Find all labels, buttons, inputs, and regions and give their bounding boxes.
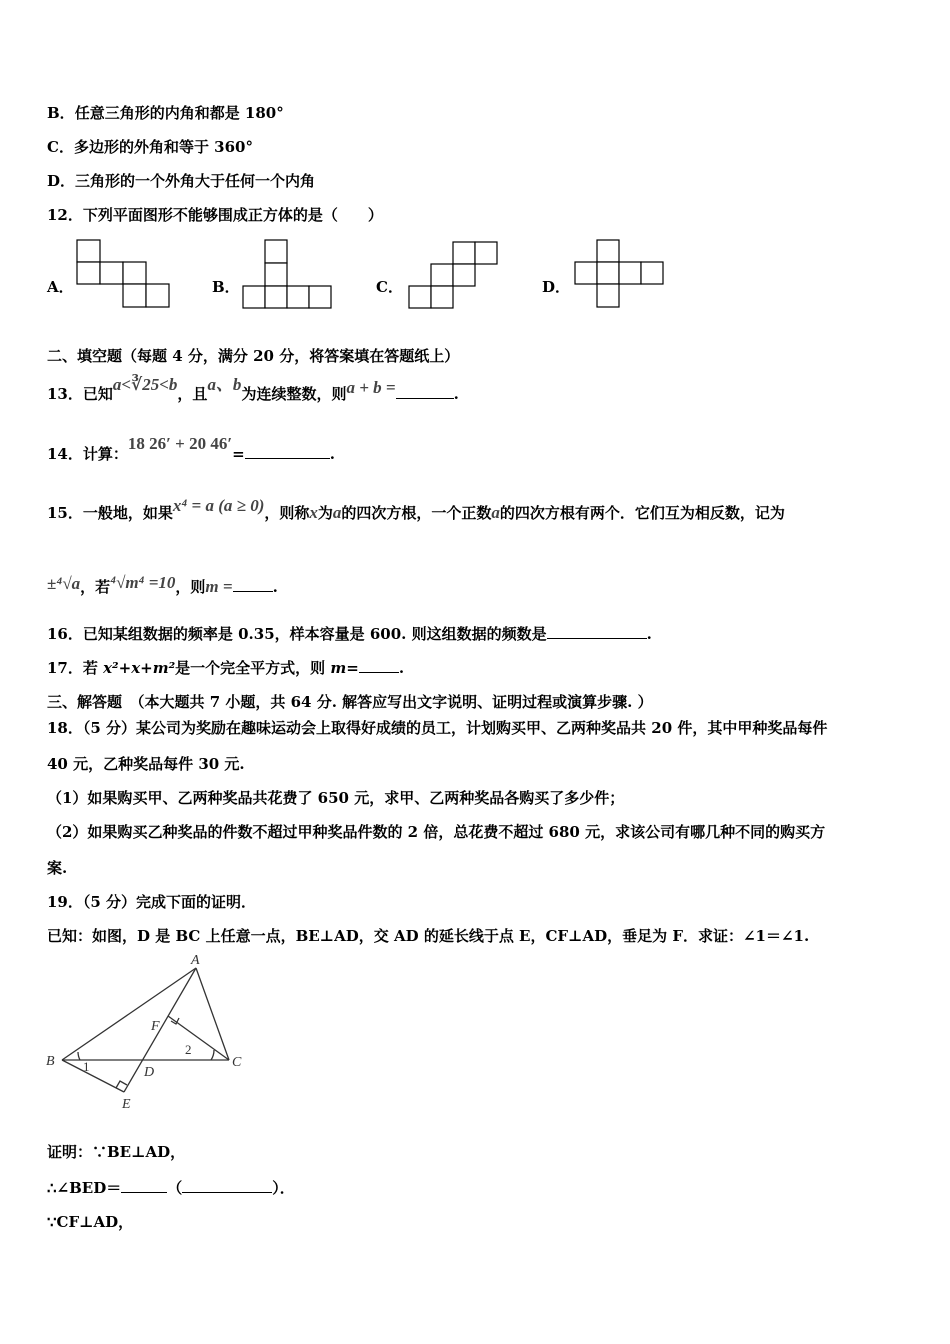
- section-3-title: 三、解答题 （本大题共 7 小题，共 64 分. 解答应写出文字说明、证明过程或演算步骤. ）: [47, 693, 653, 711]
- angle-2-arc: [211, 1050, 214, 1060]
- label-b: B: [46, 1054, 55, 1069]
- net-d: [575, 240, 663, 307]
- segment-ae: [124, 968, 196, 1092]
- right-angle-e: [116, 1081, 127, 1088]
- label-angle-2: 2: [185, 1042, 192, 1057]
- q19-blank-2[interactable]: [182, 1178, 272, 1193]
- q12-option-c-label: C．: [376, 278, 403, 296]
- label-e: E: [122, 1097, 131, 1112]
- q15-answer-blank[interactable]: [233, 577, 273, 592]
- option-b: B．任意三角形的内角和都是 180°: [47, 104, 284, 122]
- segment-ab: [62, 968, 196, 1060]
- segment-be: [62, 1060, 124, 1092]
- net-c: [409, 242, 497, 308]
- option-c: C．多边形的外角和等于 360°: [47, 138, 253, 156]
- label-d: D: [144, 1065, 155, 1080]
- q13-answer-blank[interactable]: [396, 384, 454, 399]
- q14-answer-blank[interactable]: [245, 444, 330, 459]
- q17: 17．若 x²+x+m²是一个完全平方式，则 m= .: [47, 659, 405, 677]
- net-b: [243, 240, 331, 308]
- q19-blank-1[interactable]: [121, 1178, 167, 1193]
- q18-part1: （1）如果购买甲、乙两种奖品共花费了 650 元，求甲、乙两种奖品各购买了多少件；: [47, 789, 625, 807]
- q19-proof-2: ∴∠BED＝ （ ）．: [47, 1179, 295, 1197]
- q18-line2: 40 元，乙种奖品每件 30 元.: [47, 755, 245, 773]
- q14: 14．计算：18 26′ + 20 46′= .: [47, 434, 335, 463]
- cube-nets-figure: [0, 238, 950, 318]
- q19-given: 已知：如图，D 是 BC 上任意一点，BE⊥AD，交 AD 的延长线于点 E，CF⊥AD，垂足为 F．求证：∠1＝∠1.: [47, 927, 810, 945]
- q17-answer-blank[interactable]: [359, 658, 399, 673]
- q16-answer-blank[interactable]: [547, 624, 647, 639]
- q12-option-b-label: B．: [212, 278, 240, 296]
- q16: 16．已知某组数据的频率是 0.35，样本容量是 600. 则这组数据的频数是 .: [47, 625, 652, 643]
- q18-part2-cont: 案.: [47, 859, 68, 877]
- q13: 13．已知a<∛25<b，且a、b为连续整数，则a + b = .: [47, 375, 459, 403]
- section-2-title: 二、填空题（每题 4 分，满分 20 分，将答案填在答题纸上）: [47, 347, 460, 365]
- segment-ac: [196, 968, 229, 1060]
- q12-option-d-label: D．: [542, 278, 571, 296]
- q19-stem: 19．（5 分）完成下面的证明．: [47, 893, 257, 911]
- q15-line1: 15．一般地，如果x⁴ = a (a ≥ 0)，则称x为a的四次方根，一个正数a的四次方根有两个．它们互为相反数，记为: [47, 496, 785, 522]
- q12-option-a-label: A．: [47, 278, 74, 296]
- q15-line2: ±⁴√a，若⁴√m⁴ =10，则m = .: [47, 573, 278, 596]
- label-f: F: [151, 1019, 160, 1034]
- label-a: A: [191, 953, 200, 968]
- label-c: C: [232, 1055, 242, 1070]
- q19-proof-3: ∵CF⊥AD，: [47, 1213, 134, 1231]
- q19-proof-1: 证明：∵BE⊥AD，: [47, 1143, 186, 1161]
- net-a: [77, 240, 169, 307]
- label-angle-1: 1: [83, 1059, 90, 1074]
- q12-stem: 12．下列平面图形不能够围成正方体的是（ ）: [47, 206, 383, 224]
- triangle-figure: [40, 950, 260, 1110]
- q18-part2: （2）如果购买乙种奖品的件数不超过甲种奖品件数的 2 倍，总花费不超过 680 元，求该公司有哪几种不同的购买方: [47, 823, 826, 841]
- angle-1-arc: [78, 1052, 80, 1060]
- option-d: D．三角形的一个外角大于任何一个内角: [47, 172, 316, 190]
- q18-line1: 18．（5 分）某公司为奖励在趣味运动会上取得好成绩的员工，计划购买甲、乙两种奖品共 20 件，其中甲种奖品每件: [47, 719, 828, 737]
